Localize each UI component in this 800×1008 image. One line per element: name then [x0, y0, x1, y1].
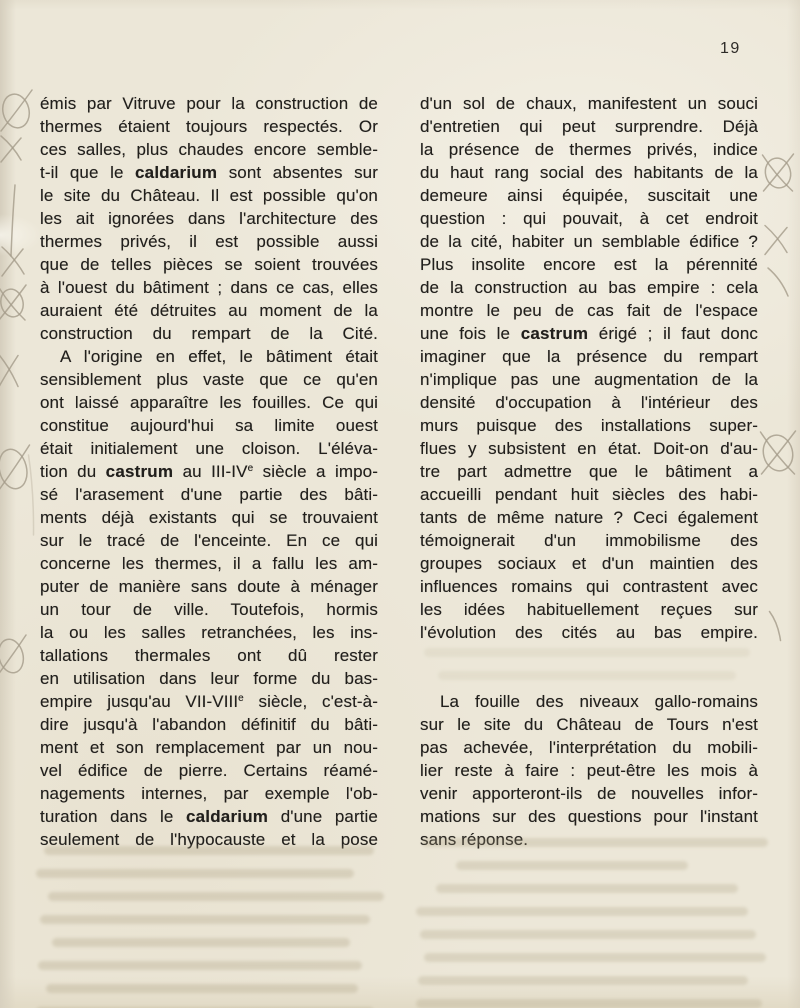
pencil-circle-mark-icon: [0, 637, 27, 676]
text-line: murs puisque des installations super-: [420, 416, 758, 435]
pencil-x-mark-icon: [765, 226, 787, 253]
column-left: [40, 92, 378, 851]
text-line: n'implique pas une augmentation de la: [420, 370, 758, 389]
text-line: la ou les salles retranchées, les ins-: [40, 623, 378, 642]
text-line: sans réponse.: [420, 830, 529, 849]
bleedthrough-line: [36, 869, 354, 878]
text-line: lier reste à faire : peut-être les mois à: [420, 761, 758, 780]
text-line: nagements internes, par exemple l'ob-: [40, 784, 378, 803]
text-line: flues y subsistent en état. Doit-on d'au-: [420, 439, 758, 458]
text-line: question : qui pouvait, à cet endroit: [420, 209, 758, 228]
pencil-x-mark-icon: [0, 356, 18, 389]
text-line: en utilisation dans leur forme du bas-: [40, 669, 378, 688]
bleedthrough-line: [416, 999, 762, 1008]
text-line: montre le peu de cas fait de l'espace: [420, 301, 758, 320]
bleedthrough-line: [456, 861, 688, 870]
bleedthrough-line: [44, 846, 374, 855]
text-line: témoignerait d'un immobilisme des: [420, 531, 758, 550]
bleedthrough-line: [46, 984, 358, 993]
text-line: influences romains qui contrastent avec: [420, 577, 758, 596]
pencil-circle-mark-icon: [760, 432, 797, 474]
text-line: puter de manière sans doute à ménager: [40, 577, 378, 596]
text-line: à l'ouest du bâtiment ; dans ce cas, elles: [40, 278, 378, 297]
text-line: de la construction au bas empire : cela: [420, 278, 758, 297]
bleedthrough-gap: [420, 648, 760, 694]
pencil-stem-mark-icon: [11, 185, 15, 256]
text-line: pas achevée, l'interprétation du mobili-: [420, 738, 758, 757]
pencil-x-mark-icon: [2, 247, 24, 274]
text-line: que de telles pièces se soient trouvées: [40, 255, 378, 274]
column-right: [420, 92, 758, 851]
bleedthrough-line: [48, 892, 384, 901]
bleedthrough-left: [36, 846, 388, 1008]
text-line: l'évolution des cités au bas empire.: [420, 623, 758, 642]
text-line: empire jusqu'au VII-VIIIe siècle, c'est-à-: [40, 692, 378, 711]
text-line: émis par Vitruve pour la construction de: [40, 94, 378, 113]
bleedthrough-line: [420, 930, 756, 939]
bleedthrough-line: [416, 907, 748, 916]
text-line: dire jusqu'à l'abandon définitif du bâti-: [40, 715, 378, 734]
text-line: tion du castrum au III-IVe siècle a impo-: [40, 462, 378, 481]
pencil-slash-mark-icon: [764, 154, 794, 191]
pencil-x-mark-icon: [1, 136, 21, 160]
text-line: construction du rempart de la Cité.: [40, 324, 378, 343]
text-line: sur le site du Château de Tours n'est: [420, 715, 758, 734]
text-line: sé l'arasement d'une partie des bâti-: [40, 485, 378, 504]
paragraph: [420, 690, 758, 851]
text-line: était initialement une cloison. L'éléva-: [40, 439, 378, 458]
text-line: turation dans le caldarium d'une partie: [40, 807, 378, 826]
text-line: t-il que le caldarium sont absentes sur: [40, 163, 378, 182]
bleedthrough-line: [436, 884, 738, 893]
text-line: ment et son remplacement par un nou-: [40, 738, 378, 757]
pencil-slash-mark-icon: [763, 155, 793, 191]
text-line: d'entretien qui peut surprendre. Déjà: [420, 117, 758, 136]
text-line: d'un sol de chaux, manifestent un souci: [420, 94, 758, 113]
text-line: Plus insolite encore est la pérennité: [420, 255, 758, 274]
pencil-circle-mark-icon: [0, 287, 26, 319]
paragraph: [420, 92, 758, 644]
pencil-x-mark-icon: [2, 249, 23, 276]
pencil-circle-mark-icon: [0, 446, 31, 491]
pencil-x-mark-icon: [0, 354, 18, 387]
text-line: sensiblement plus vaste que ce qu'en: [40, 370, 378, 389]
text-line: demeure ainsi équipée, suscitait une: [420, 186, 758, 205]
text-line: ces salles, plus chaudes encore semble-: [40, 140, 378, 159]
text-line: les idées habituellement reçues sur: [420, 600, 758, 619]
bleedthrough-line: [52, 938, 350, 947]
bleedthrough-line: [424, 953, 766, 962]
text-line: de la cité, habiter un semblable édifice ?: [420, 232, 758, 251]
text-line: thermes étaient toujours respectés. Or: [40, 117, 378, 136]
text-line: tre part admettre que le bâtiment a: [420, 462, 758, 481]
text-line: la présence de thermes privés, indice: [420, 140, 758, 159]
text-line: du haut rang social des habitants de la: [420, 163, 758, 182]
bleedthrough-right: [416, 838, 778, 1008]
pencil-circle-mark-icon: [0, 91, 33, 130]
bleedthrough-line: [418, 976, 748, 985]
text-line: ont laissé apparaître les fouilles. Ce qui: [40, 393, 378, 412]
bleedthrough-line: [422, 838, 768, 847]
pencil-slash-mark-icon: [1, 90, 32, 131]
bleedthrough-line: [424, 648, 750, 657]
text-line: auraient été détruites au moment de la: [40, 301, 378, 320]
text-line: sur le tracé de l'enceinte. En ce qui: [40, 531, 378, 550]
text-line: les ait ignorées dans l'architecture des: [40, 209, 378, 228]
text-line: La fouille des niveaux gallo-romains: [440, 692, 758, 711]
text-line: mations sur des questions pour l'instant: [420, 807, 758, 826]
text-line: imaginer que la présence du rempart: [420, 347, 758, 366]
text-line: seulement de l'hypocauste et la pose: [40, 830, 378, 849]
text-line: densité d'occupation à l'intérieur des: [420, 393, 758, 412]
text-line: A l'origine en effet, le bâtiment était: [60, 347, 378, 366]
page-number: 19: [720, 40, 741, 57]
pencil-slash-mark-icon: [0, 635, 26, 676]
pencil-slash-mark-icon: [0, 286, 25, 320]
text-line: tallations thermales ont dû rester: [40, 646, 378, 665]
text-line: concerne les thermes, il a fallu les am-: [40, 554, 378, 573]
text-line: le site du Château. Il est possible qu'on: [40, 186, 378, 205]
bleedthrough-line: [40, 915, 370, 924]
text-line: constitue aujourd'hui sa limite ouest: [40, 416, 378, 435]
bleedthrough-line: [438, 671, 736, 680]
paragraph: [40, 345, 378, 851]
pencil-x-mark-icon: [765, 228, 787, 255]
pencil-slash-mark-icon: [0, 445, 30, 492]
text-line: accueilli pendant huit siècles des habi-: [420, 485, 758, 504]
pencil-circle-mark-icon: [762, 155, 794, 190]
text-line: venir apporteront-ils de nouvelles infor-: [420, 784, 758, 803]
pencil-slash-mark-icon: [770, 612, 781, 641]
text-line: un tour de ville. Toutefois, hormis: [40, 600, 378, 619]
text-line: une fois le castrum érigé ; il faut donc: [420, 324, 758, 343]
pencil-slash-mark-icon: [29, 455, 34, 535]
text-line: ments déjà existants qui se trouvaient: [40, 508, 378, 527]
text-line: vel édifice de pierre. Certains réamé-: [40, 761, 378, 780]
pencil-slash-mark-icon: [762, 431, 796, 474]
text-line: thermes privés, il est possible aussi: [40, 232, 378, 251]
pencil-slash-mark-icon: [761, 432, 795, 474]
text-line: groupes sociaux et d'un maintien des: [420, 554, 758, 573]
pencil-slash-mark-icon: [768, 268, 788, 296]
bleedthrough-line: [38, 961, 362, 970]
pencil-x-mark-icon: [1, 138, 21, 162]
paragraph: [40, 92, 378, 345]
pencil-slash-mark-icon: [0, 285, 26, 320]
text-line: tants de même nature ? Ceci également: [420, 508, 758, 527]
